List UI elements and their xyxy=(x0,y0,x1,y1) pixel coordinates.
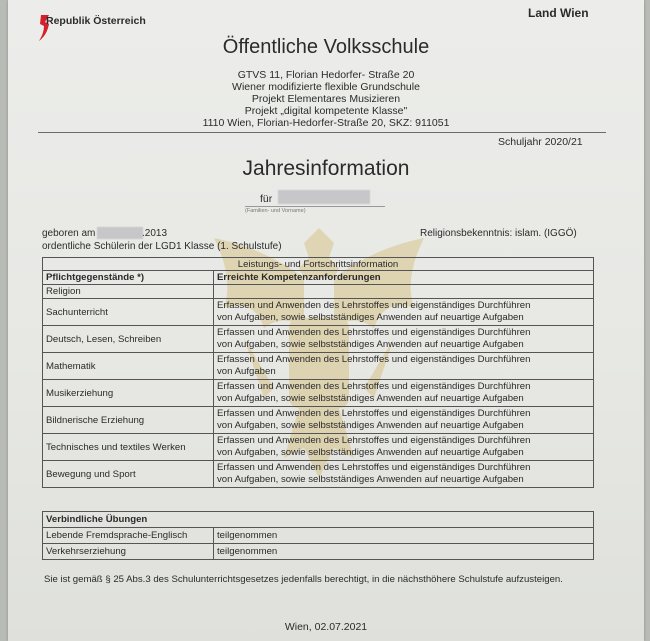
competence-cell xyxy=(214,461,594,488)
competence-cell xyxy=(214,380,594,407)
competence-line: von Aufgaben, sowie selbstständiges Anwenden auf neuartige Aufgaben xyxy=(217,312,524,323)
competence-line: Erfassen und Anwenden des Lehrstoffes und eigenständiges Durchführen xyxy=(217,462,531,473)
uebungen-table xyxy=(42,511,594,560)
address-line-1: GTVS 11, Florian Hedorfer- Straße 20 xyxy=(237,69,415,81)
table-row xyxy=(43,461,594,488)
competence-cell xyxy=(214,299,594,326)
republik-label: Republik Österreich xyxy=(46,15,146,27)
subject-cell: Musikerziehung xyxy=(43,380,214,407)
address-line-3: Projekt Elementares Musizieren xyxy=(251,93,401,105)
col-header-subjects: Pflichtgegenstände *) xyxy=(43,271,214,285)
uebungen-header: Verbindliche Übungen xyxy=(43,512,594,528)
table-row xyxy=(43,544,594,560)
competence-line: von Aufgaben, sowie selbstständiges Anwenden auf neuartige Aufgaben xyxy=(217,474,524,485)
competence-line: Erfassen und Anwenden des Lehrstoffes und eigenständiges Durchführen xyxy=(217,435,531,446)
document-title: Jahresinformation xyxy=(242,157,410,180)
promotion-statement: Sie ist gemäß § 25 Abs.3 des Schulunterrichtsgesetzes jedenfalls berechtigt, in die nächsthöhere Schulstufe aufzusteigen. xyxy=(44,574,563,585)
document-page xyxy=(8,0,644,641)
table-row xyxy=(43,299,594,326)
redacted-name xyxy=(278,190,370,204)
subject-cell: Deutsch, Lesen, Schreiben xyxy=(43,326,214,353)
col-header-competences: Erreichte Kompetenzanforderungen xyxy=(214,271,594,285)
competence-line: von Aufgaben xyxy=(217,366,276,377)
competence-line: von Aufgaben, sowie selbstständiges Anwenden auf neuartige Aufgaben xyxy=(217,339,524,350)
subject-cell: Religion xyxy=(43,285,214,299)
competence-cell xyxy=(214,434,594,461)
table-row xyxy=(43,326,594,353)
familien-caption: (Familien- und Vorname) xyxy=(245,208,306,214)
geboren-year: .2013 xyxy=(142,228,168,239)
competence-cell xyxy=(214,326,594,353)
address-line-2: Wiener modifizierte flexible Grundschule xyxy=(232,81,420,93)
table-row xyxy=(43,528,594,544)
table-row xyxy=(43,353,594,380)
klasse-line: ordentliche Schülerin der LGD1 Klasse (1. Schulstufe) xyxy=(42,241,282,252)
land-label: Land Wien xyxy=(528,6,589,20)
competence-cell xyxy=(214,407,594,434)
competence-line: Erfassen und Anwenden des Lehrstoffes und eigenständiges Durchführen xyxy=(217,327,531,338)
table-row xyxy=(43,434,594,461)
competence-line: von Aufgaben, sowie selbstständiges Anwenden auf neuartige Aufgaben xyxy=(217,447,524,458)
header-divider xyxy=(38,132,606,133)
competence-line: Erfassen und Anwenden des Lehrstoffes und eigenständiges Durchführen xyxy=(217,381,531,392)
uebung-value: teilgenommen xyxy=(214,528,594,544)
name-underline xyxy=(245,206,385,207)
leistungs-table xyxy=(42,257,594,488)
section-header: Leistungs- und Fortschrittsinformation xyxy=(43,258,594,271)
table-row xyxy=(43,285,594,299)
address-line-5: 1110 Wien, Florian-Hedorfer-Straße 20, SKZ: 911051 xyxy=(202,117,450,129)
uebung-name: Verkehrserziehung xyxy=(43,544,214,560)
subject-cell: Mathematik xyxy=(43,353,214,380)
competence-line: Erfassen und Anwenden des Lehrstoffes und eigenständiges Durchführen xyxy=(217,300,531,311)
school-name: Öffentliche Volksschule xyxy=(222,36,430,58)
schuljahr-label: Schuljahr 2020/21 xyxy=(498,136,583,148)
uebung-value: teilgenommen xyxy=(214,544,594,560)
subject-cell: Bildnerische Erziehung xyxy=(43,407,214,434)
competence-line: von Aufgaben, sowie selbstständiges Anwenden auf neuartige Aufgaben xyxy=(217,420,524,431)
redacted-birthdate xyxy=(97,227,143,239)
table-row xyxy=(43,380,594,407)
competence-line: Erfassen und Anwenden des Lehrstoffes und eigenständiges Durchführen xyxy=(217,408,531,419)
competence-cell xyxy=(214,285,594,299)
place-date: Wien, 02.07.2021 xyxy=(284,621,368,633)
subject-cell: Sachunterricht xyxy=(43,299,214,326)
religionsbekenntnis: Religionsbekenntnis: islam. (IGGÖ) xyxy=(420,228,577,239)
subject-cell: Technisches und textiles Werken xyxy=(43,434,214,461)
competence-cell xyxy=(214,353,594,380)
table-row xyxy=(43,407,594,434)
address-line-4: Projekt „digital kompetente Klasse" xyxy=(244,105,408,117)
geboren-prefix: geboren am xyxy=(42,228,96,239)
uebung-name: Lebende Fremdsprache-Englisch xyxy=(43,528,214,544)
competence-line: von Aufgaben, sowie selbstständiges Anwenden auf neuartige Aufgaben xyxy=(217,393,524,404)
competence-line: Erfassen und Anwenden des Lehrstoffes und eigenständiges Durchführen xyxy=(217,354,531,365)
fuer-label: für xyxy=(260,193,273,205)
subject-cell: Bewegung und Sport xyxy=(43,461,214,488)
